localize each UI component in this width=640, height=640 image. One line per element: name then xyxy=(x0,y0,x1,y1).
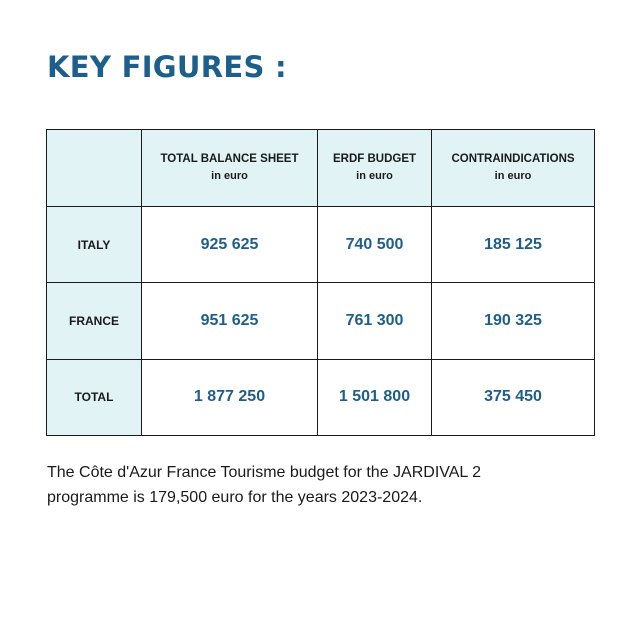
table-row xyxy=(47,359,595,435)
table-cell: 925 625 xyxy=(142,207,318,283)
column-header-label: CONTRAINDICATIONS xyxy=(451,153,575,165)
column-header xyxy=(142,130,318,207)
table-header-row xyxy=(47,130,595,207)
page-title: KEY FIGURES : xyxy=(47,50,287,84)
table-cell: 761 300 xyxy=(318,283,432,359)
table-row xyxy=(47,283,595,359)
column-header xyxy=(318,130,432,207)
key-figures-table xyxy=(46,129,595,436)
budget-note xyxy=(47,460,607,510)
table-cell: 375 450 xyxy=(432,359,595,435)
column-header-label: TOTAL BALANCE SHEET xyxy=(160,153,299,165)
table-cell: 1 501 800 xyxy=(318,359,432,435)
budget-note-line: programme is 179,500 euro for the years 2023-2024. xyxy=(47,489,423,506)
column-header-unit: in euro xyxy=(211,170,248,182)
table-cell: 190 325 xyxy=(432,283,595,359)
column-header-unit: in euro xyxy=(356,170,393,182)
column-header xyxy=(432,130,595,207)
row-label: ITALY xyxy=(47,207,142,283)
budget-note-line: The Côte d'Azur France Tourisme budget for the JARDIVAL 2 xyxy=(47,464,482,481)
table-cell: 1 877 250 xyxy=(142,359,318,435)
table-row xyxy=(47,207,595,283)
table-cell: 185 125 xyxy=(432,207,595,283)
table-cell: 740 500 xyxy=(318,207,432,283)
column-header-unit: in euro xyxy=(494,170,532,182)
table-corner-cell xyxy=(47,130,142,207)
table-cell: 951 625 xyxy=(142,283,318,359)
row-label: FRANCE xyxy=(47,283,142,359)
column-header-label: ERDF BUDGET xyxy=(332,153,417,165)
row-label: TOTAL xyxy=(47,359,142,435)
